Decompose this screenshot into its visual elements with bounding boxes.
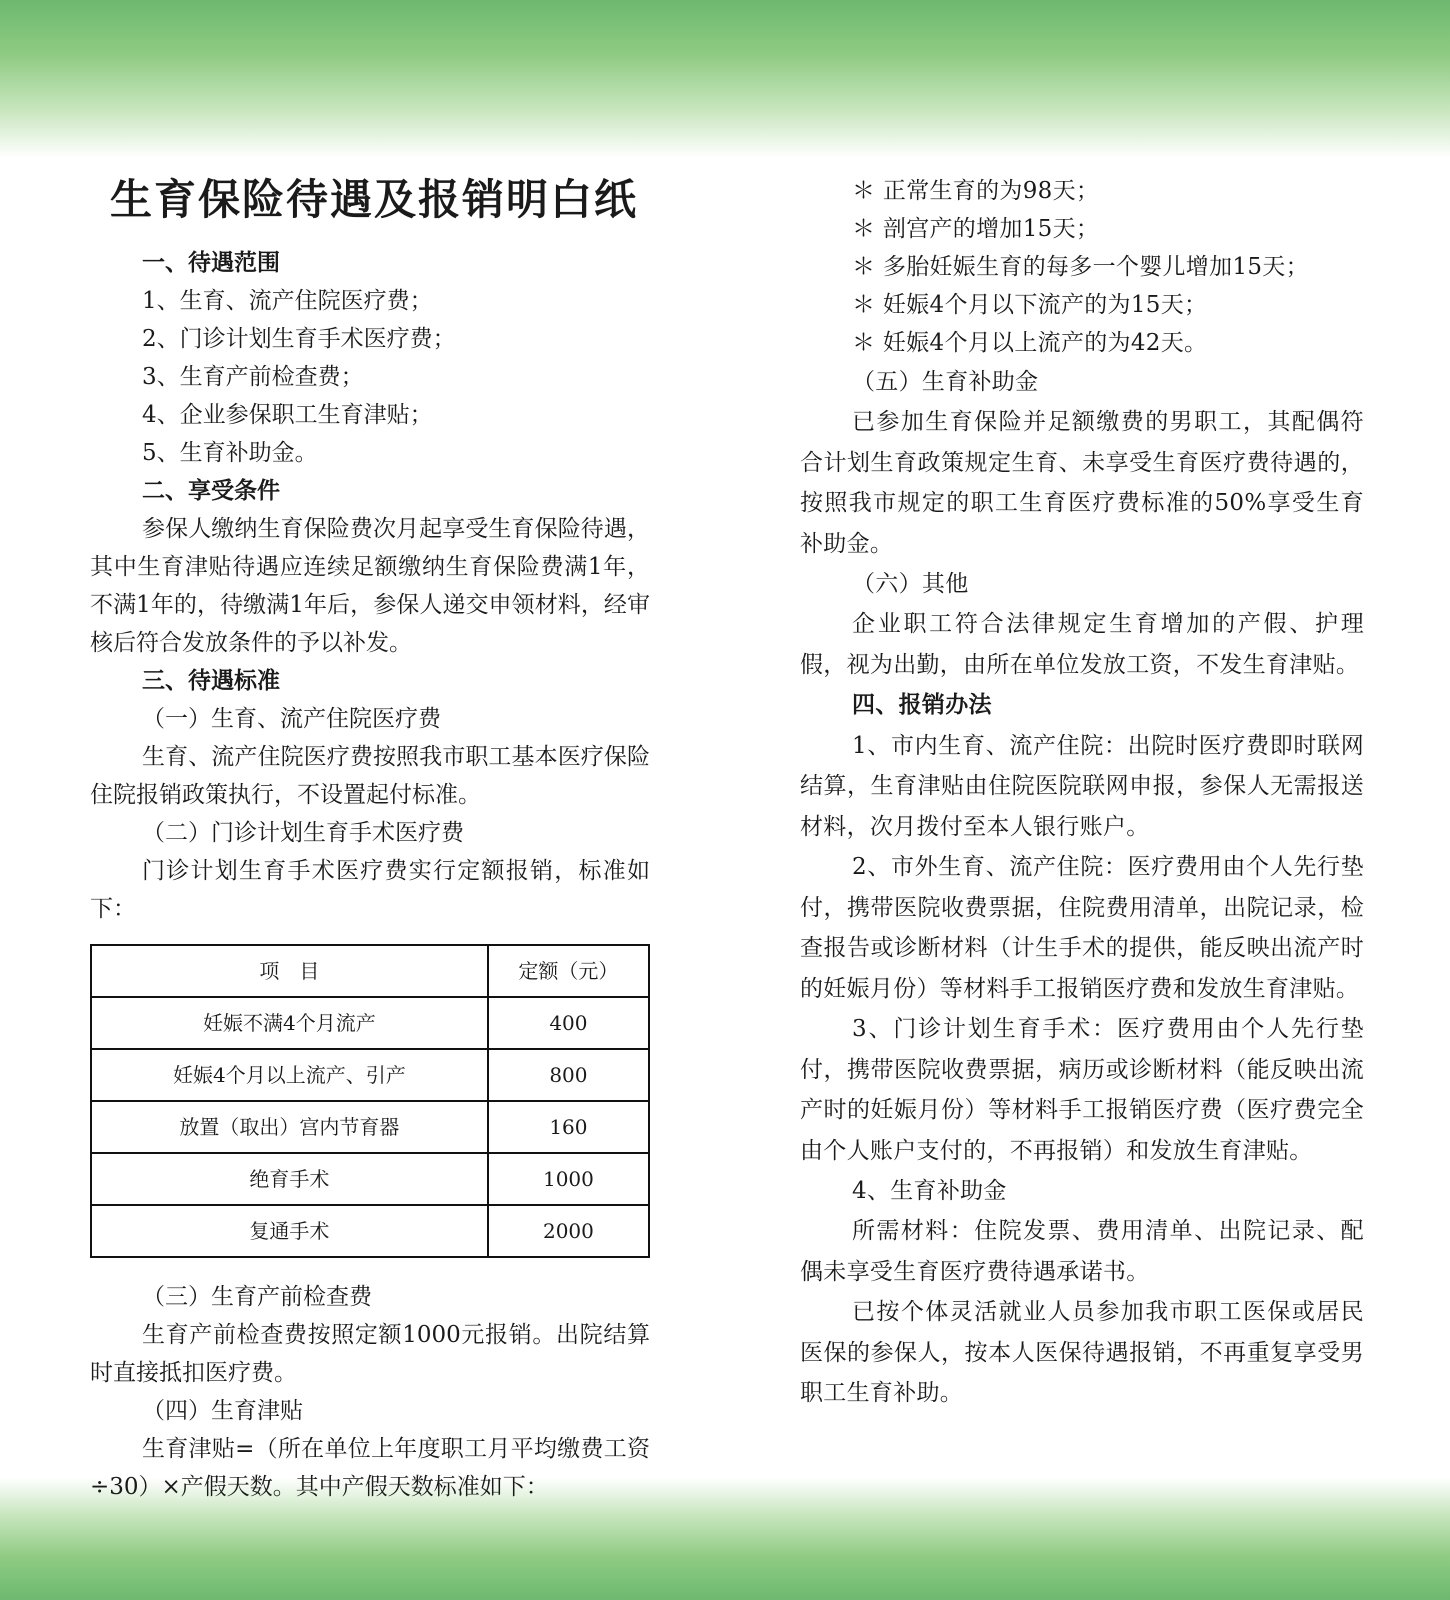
list-item: 3、生育产前检查费；: [142, 364, 364, 390]
section-1-heading: 一、待遇范围: [142, 250, 280, 276]
paragraph: 生育产前检查费按照定额1000元报销。出院结算时直接抵扣医疗费。: [90, 1322, 650, 1386]
paragraph: 生育津贴=（所在单位上年度职工月平均缴费工资÷30）×产假天数。其中产假天数标准如下：: [90, 1436, 650, 1500]
paragraph: 企业职工符合法律规定生育增加的产假、护理假，视为出勤，由所在单位发放工资，不发生育津贴。: [800, 611, 1364, 678]
fee-table: [90, 944, 650, 1258]
table-cell-item: 绝育手术: [91, 1153, 488, 1205]
maternity-leave-item: ＊ 妊娠4个月以下流产的为15天；: [852, 292, 1208, 318]
page-title: 生育保险待遇及报销明白纸: [110, 175, 639, 224]
maternity-leave-item: ＊ 剖宫产的增加15天；: [852, 216, 1100, 242]
subsection-heading: （三）生育产前检查费: [142, 1284, 372, 1310]
table-cell-item: 妊娠不满4个月流产: [91, 997, 488, 1049]
table-cell-item: 妊娠4个月以上流产、引产: [91, 1049, 488, 1101]
table-header-amount: 定额（元）: [488, 945, 649, 997]
list-item: 1、生育、流产住院医疗费；: [142, 288, 433, 314]
list-item: 2、门诊计划生育手术医疗费；: [142, 326, 456, 352]
list-item: 4、企业参保职工生育津贴；: [142, 402, 433, 428]
table-cell-amount: 2000: [488, 1205, 649, 1257]
subsection-heading: （五）生育补助金: [852, 369, 1039, 395]
right-column: [800, 172, 1364, 1414]
section-2-heading: 二、享受条件: [142, 478, 280, 504]
paragraph: 所需材料：住院发票、费用清单、出院记录、配偶未享受生育医疗费待遇承诺书。: [800, 1218, 1364, 1285]
left-column: [90, 170, 650, 1506]
table-cell-amount: 400: [488, 997, 649, 1049]
paragraph: 2、市外生育、流产住院：医疗费用由个人先行垫付，携带医院收费票据，住院费用清单，出院记录，检查报告或诊断材料（计生手术的提供，能反映出流产时的妊娠月份）等材料手工报销医疗费和发放生育津贴。: [800, 854, 1364, 1002]
paragraph: 3、门诊计划生育手术：医疗费用由个人先行垫付，携带医院收费票据，病历或诊断材料（能反映出流产时的妊娠月份）等材料手工报销医疗费（医疗费完全由个人账户支付的，不再报销）和发放生育津贴。: [800, 1016, 1364, 1164]
subsection-heading: （六）其他: [852, 571, 969, 597]
table-cell-amount: 1000: [488, 1153, 649, 1205]
paragraph: 已参加生育保险并足额缴费的男职工，其配偶符合计划生育政策规定生育、未享受生育医疗费待遇的，按照我市规定的职工生育医疗费标准的50%享受生育补助金。: [800, 409, 1364, 557]
list-item: 5、生育补助金。: [142, 440, 318, 466]
subsection-heading: （四）生育津贴: [142, 1398, 303, 1424]
eligibility-paragraph: 参保人缴纳生育保险费次月起享受生育保险待遇，其中生育津贴待遇应连续足额缴纳生育保险费满1年，不满1年的，待缴满1年后，参保人递交申领材料，经审核后符合发放条件的予以补发。: [90, 516, 650, 656]
table-header-item: 项 目: [91, 945, 488, 997]
table-cell-item: 复通手术: [91, 1205, 488, 1257]
section-4-heading: 四、报销办法: [852, 692, 992, 718]
subsection-heading: （一）生育、流产住院医疗费: [142, 706, 441, 732]
maternity-leave-item: ＊ 妊娠4个月以上流产的为42天。: [852, 330, 1208, 356]
paragraph: 生育、流产住院医疗费按照我市职工基本医疗保险住院报销政策执行，不设置起付标准。: [90, 744, 650, 808]
table-row: [91, 1153, 649, 1205]
paragraph: 1、市内生育、流产住院：出院时医疗费即时联网结算，生育津贴由住院医院联网申报，参保人无需报送材料，次月拨付至本人银行账户。: [800, 732, 1364, 840]
table-cell-amount: 800: [488, 1049, 649, 1101]
paragraph: 门诊计划生育手术医疗费实行定额报销，标准如下：: [90, 858, 650, 922]
table-cell-item: 放置（取出）宫内节育器: [91, 1101, 488, 1153]
subsection-heading: （二）门诊计划生育手术医疗费: [142, 820, 464, 846]
maternity-leave-item: ＊ 正常生育的为98天；: [852, 178, 1100, 204]
section-3-heading: 三、待遇标准: [142, 668, 280, 694]
table-row: [91, 1049, 649, 1101]
table-header-row: [91, 945, 649, 997]
maternity-leave-item: ＊ 多胎妊娠生育的每多一个婴儿增加15天；: [852, 254, 1309, 280]
table-row: [91, 1101, 649, 1153]
subsection-heading: 4、生育补助金: [852, 1178, 1007, 1204]
top-green-band: [0, 0, 1450, 158]
table-cell-amount: 160: [488, 1101, 649, 1153]
table-row: [91, 1205, 649, 1257]
table-row: [91, 997, 649, 1049]
paragraph: 已按个体灵活就业人员参加我市职工医保或居民医保的参保人，按本人医保待遇报销，不再重复享受男职工生育补助。: [800, 1299, 1364, 1406]
